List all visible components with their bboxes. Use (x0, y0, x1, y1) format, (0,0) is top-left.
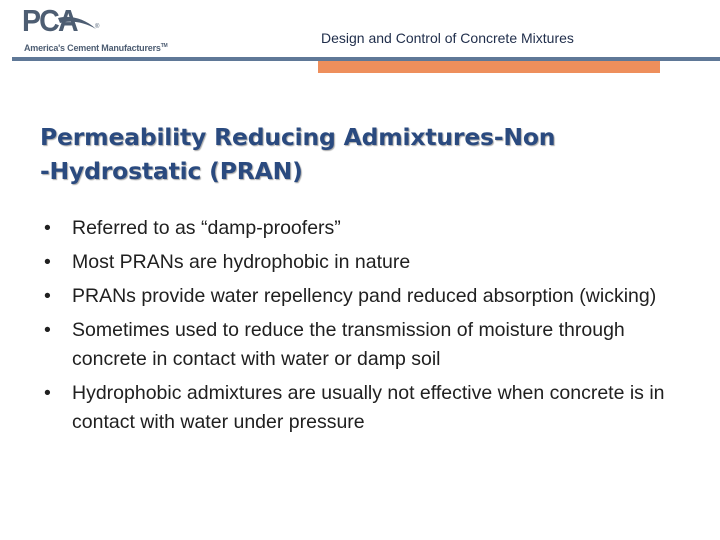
bullet-dot: • (44, 285, 51, 307)
bullet-list (40, 214, 680, 442)
bullet-text: PRANs provide water repellency pand reduced absorption (wicking) (72, 285, 657, 307)
bullet-item (40, 248, 680, 277)
bullet-item (40, 282, 680, 311)
bullet-item (40, 379, 680, 437)
bullet-dot: • (44, 382, 51, 404)
slide-title-line-1: Permeability Reducing Admixtures-Non (40, 123, 556, 151)
pca-logo (22, 5, 192, 57)
bullet-item (40, 316, 680, 374)
logo-tagline: America's Cement Manufacturers™ (24, 43, 168, 53)
bullet-text: Hydrophobic admixtures are usually not effective when concrete is in contact with water under pressure (72, 382, 665, 433)
logo-registered-mark: ® (95, 24, 100, 30)
bullet-text: Sometimes used to reduce the transmission of moisture through concrete in contact with water or damp soil (72, 319, 625, 370)
bullet-text: Most PRANs are hydrophobic in nature (72, 251, 411, 273)
logo-swoosh-icon (56, 14, 98, 34)
slide-title (40, 120, 680, 188)
bullet-dot: • (44, 217, 51, 239)
bullet-dot: • (44, 251, 51, 273)
slide-header (0, 0, 720, 76)
header-title: Design and Control of Concrete Mixtures (321, 30, 574, 46)
bullet-text: Referred to as “damp-proofers” (72, 217, 341, 239)
header-orange-bar (318, 61, 660, 73)
bullet-item (40, 214, 680, 243)
slide-title-line-2: -Hydrostatic (PRAN) (40, 157, 303, 185)
logo-wordmark: PCA (22, 3, 77, 38)
bullet-dot: • (44, 319, 51, 341)
